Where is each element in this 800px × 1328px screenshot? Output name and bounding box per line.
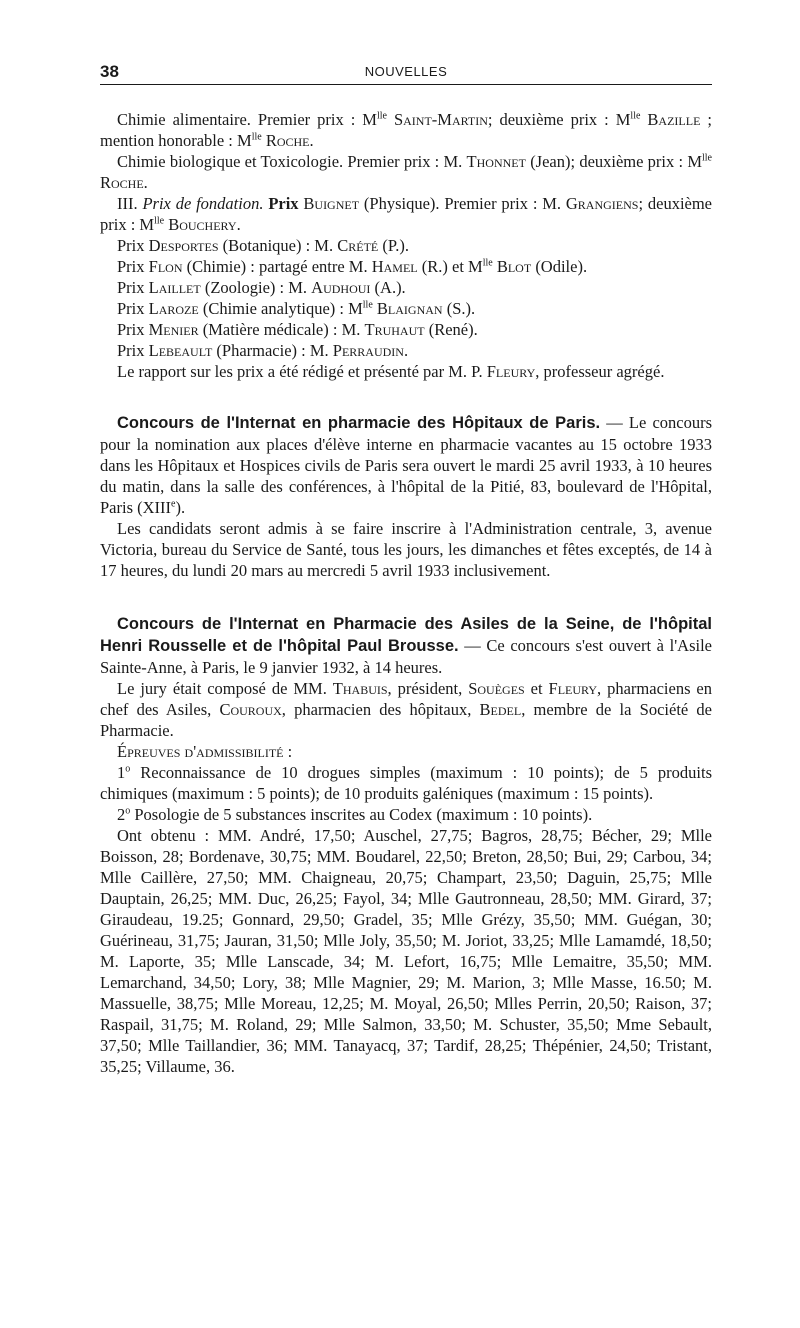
paragraph-inscription: Les candidats seront admis à se faire inscrire à l'Administration centrale, 3, avenue Victoria, bureau du Service de Santé, tous les jours, les dimanches et fêtes exceptés, de 14 à 17 heures, du lundi 20 mars au mercredi 5 avril 1933 inclusivement.	[100, 519, 712, 580]
paragraph-prix-menier: Prix Menier (Matière médicale) : M. Truhaut (René).	[117, 320, 478, 339]
paragraph-rapport: Le rapport sur les prix a été rédigé et présenté par M. P. Fleury, professeur agrégé.	[117, 362, 665, 381]
paragraph-prix-flon: Prix Flon (Chimie) : partagé entre M. Hamel (R.) et $M^{lle}$ Blot (Odile).	[117, 257, 588, 276]
section-heading-asiles: Concours de l'Internat en Pharmacie des Asiles de la Seine, de l'hôpital Henri Rousselle et de l'hôpital Paul Brousse.	[100, 615, 712, 655]
section-prizes	[100, 109, 712, 382]
page-header	[100, 58, 712, 82]
paragraph-jury: Le jury était composé de MM. Thabuis, président, Souèges et Fleury, pharmaciens en chef des Asiles, Couroux, pharmacien des hôpitaux, Bedel, membre de la Société de Pharmacie.	[100, 679, 713, 740]
section-internat-hopitaux	[100, 412, 712, 581]
page	[100, 58, 712, 1077]
paragraph-epreuve-1: 1$^o$ Reconnaissance de 10 drogues simples (maximum : 10 points); de 5 produits chimiques (maximum : 5 points); de 10 produits galéniques (maximum : 15 points).	[100, 763, 712, 803]
paragraph-internat-asiles-announcement: Concours de l'Internat en Pharmacie des Asiles de la Seine, de l'hôpital Henri Rousselle et de l'hôpital Paul Brousse. — Ce concours s'est ouvert à l'Asile Sainte-Anne, à Paris, le 9 janvier 1932, à 14 heures.	[100, 615, 713, 677]
paragraph-chimie-biologique: Chimie biologique et Toxicologie. Premier prix : M. Thonnet (Jean); deuxième prix : $M^{lle}$ Roche.	[100, 152, 712, 192]
section-heading-hopitaux: Concours de l'Internat en pharmacie des Hôpitaux de Paris.	[117, 414, 601, 432]
paragraph-chimie-alimentaire: Chimie alimentaire. Premier prix : $M^{lle}$ Saint-Martin; deuxième prix : $M^{lle}$ Bazille ; mention honorable : $M^{lle}$ Roche.	[100, 110, 712, 150]
running-title: NOUVELLES	[364, 64, 448, 79]
header-rule	[100, 84, 712, 85]
paragraph-prix-laillet: Prix Laillet (Zoologie) : M. Audhoui (A.).	[117, 278, 406, 297]
paragraph-prix-lebeault: Prix Lebeault (Pharmacie) : M. Perraudin.	[117, 341, 409, 360]
paragraph-prix-de-fondation: III. Prix de fondation. Prix Buignet (Physique). Premier prix : M. Grangiens; deuxième prix : $M^{lle}$ Bouchery.	[100, 194, 713, 234]
paragraph-prix-laroze: Prix Laroze (Chimie analytique) : $M^{lle}$ Blaignan (S.).	[117, 299, 476, 318]
paragraph-epreuves-heading: Épreuves d'admissibilité :	[117, 742, 293, 761]
paragraph-prix-desportes: Prix Desportes (Botanique) : M. Crété (P.).	[117, 236, 409, 255]
page-number: 38	[100, 62, 119, 81]
paragraph-results-list: Ont obtenu : MM. André, 17,50; Auschel, 27,75; Bagros, 28,75; Bécher, 29; Mlle Boisson, 28; Bordenave, 30,75; MM. Boudarel, 22,50; Breton, 28,50; Bui, 29; Carbou, 34; Mlle Caillère, 27,50; MM. Chaigneau, 20,75; Champart, 23,50; Daguin, 25,75; Mlle Dauptain, 26,25; MM. Duc, 26,25; Fayol, 34; Mlle Gautronneau, 28,50; MM. Girard, 37; Giraudeau, 19.25; Gonnard, 29,50; Gradel, 35; Mlle Grézy, 35,50; MM. Guégan, 30; Guérineau, 31,75; Jauran, 31,50; Mlle Joly, 35,50; M. Joriot, 33,25; Mlle Lamamdé, 18,50; M. Laporte, 35; Mlle Lanscade, 34; M. Lefort, 16,75; Mlle Lemaitre, 35,50; MM. Lemarchand, 34,50; Lory, 38; Mlle Magnier, 29; M. Marion, 3; Mlle Masse, 16.50; M. Massuelle, 38,75; Mlle Moreau, 12,25; M. Moyal, 26,50; Mlles Perrin, 20,50; Raison, 37; Raspail, 31,75; M. Roland, 29; Mlle Salmon, 33,50; M. Schuster, 35,50; Mme Sebault, 37,50; Mlle Taillandier, 36; MM. Tanayacq, 37; Tardif, 28,25; Thépénier, 24,50; Tristant, 35,25; Villaume, 36.	[100, 826, 712, 1076]
section-internat-asiles	[100, 613, 712, 1077]
paragraph-internat-hopitaux-announcement: Concours de l'Internat en pharmacie des Hôpitaux de Paris. — Le concours pour la nomination aux places d'élève interne en pharmacie vacantes au 15 octobre 1933 dans les Hôpitaux et Hospices civils de Paris sera ouvert le mardi 25 avril 1933, à 10 heures du matin, dans la salle des conférences, à l'hôpital de la Pitié, 83, boulevard de l'Hôpital, Paris (XIIIe).	[100, 413, 713, 517]
paragraph-epreuve-2: 2$^o$ Posologie de 5 substances inscrites au Codex (maximum : 10 points).	[117, 805, 593, 824]
